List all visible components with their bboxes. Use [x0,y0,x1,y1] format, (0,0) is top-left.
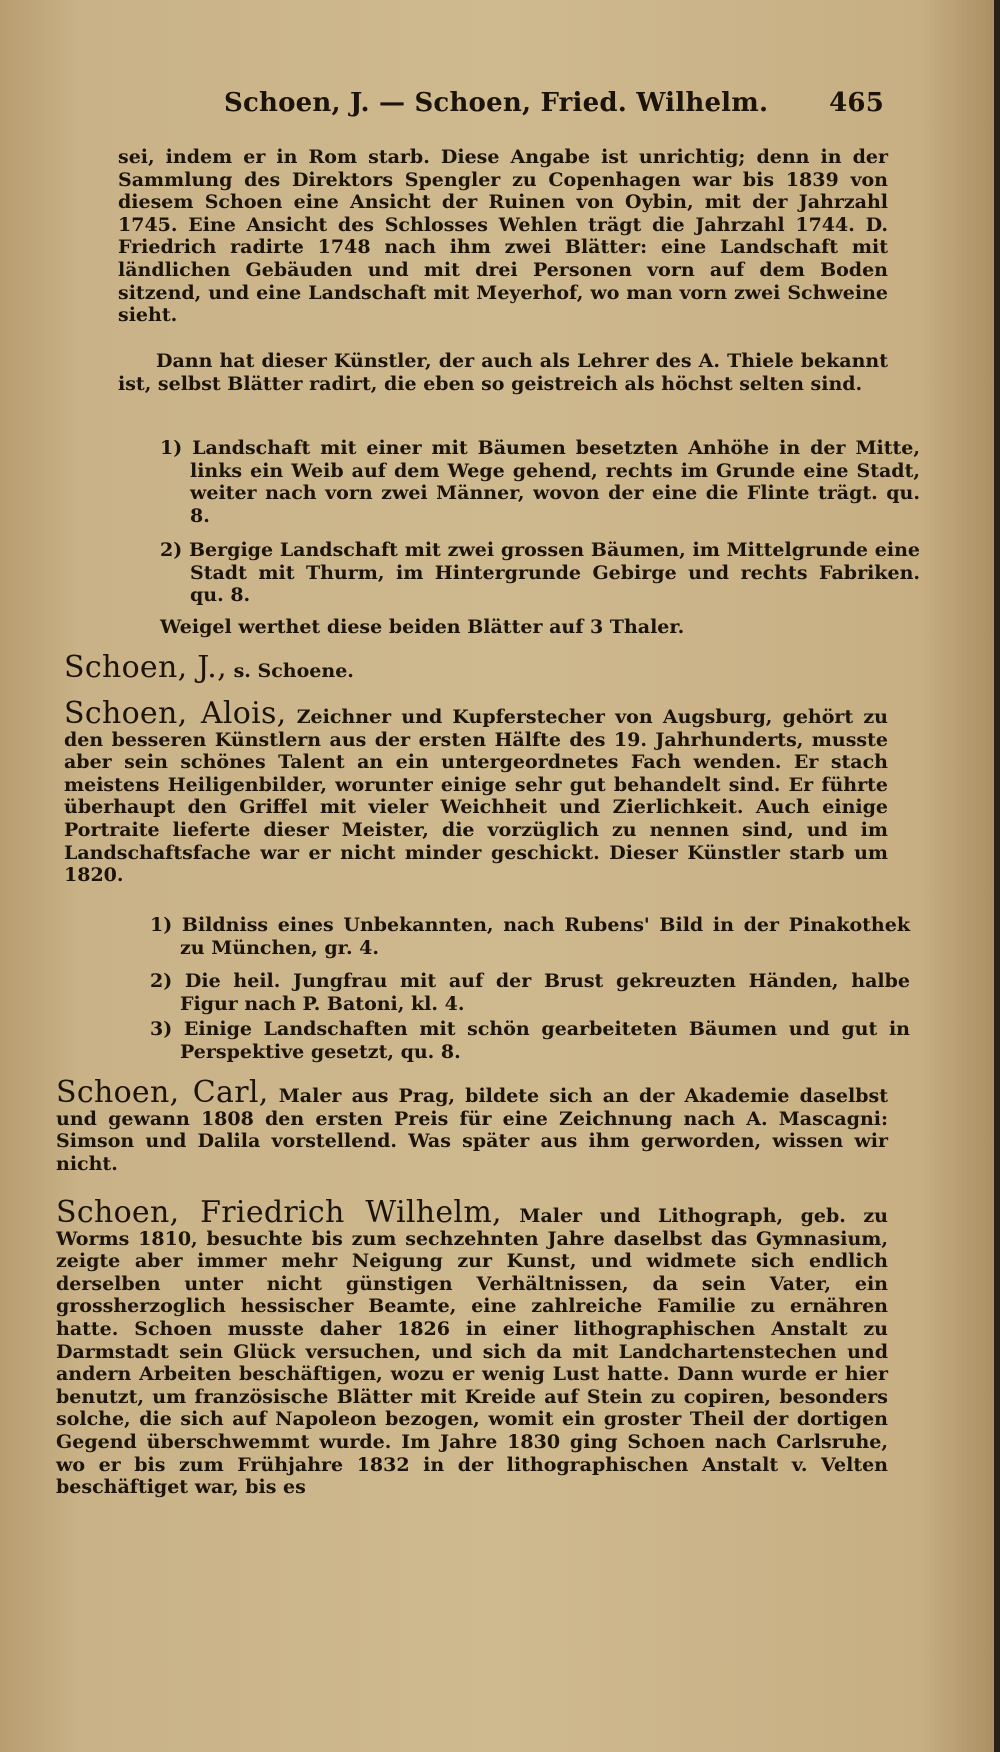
entry-text: Zeichner und Kupferstecher von Augsburg, gehört zu den besseren Künstlern aus der ersten Hälfte des 19. Jahrhunderts, musste aber sein schönes Talent an ein untergeordnetes Fach wenden. Er stach meistens Heiligenbilder, worunter einige sehr gut behandelt sind. Er führte überhaupt den Griffel mit vieler Weichheit und Zierlichkeit. Auch einige Portraite lieferte dieser Meister, die vorzüglich zu nennen sind, und im Landschaftsfache war er nicht minder geschickt. Dieser Künstler starb um 1820. [64,706,888,887]
work-item-2: 2) Bergige Landschaft mit zwei grossen Bäumen, im Mittelgrunde eine Stadt mit Thurm, im Hintergrunde Gebirge und rechts Fabriken. qu. 8. [160,539,920,607]
entry-text: s. Schoene. [233,660,354,682]
entry-name: Schoen, Alois, [64,696,287,731]
entry-schoen-alois [64,696,888,887]
header-title: Schoen, J. — Schoen, Fried. Wilhelm. [224,88,769,118]
entry-text: Maler aus Prag, bildete sich an der Akademie daselbst und gewann 1808 den ersten Preis für eine Zeichnung nach A. Mascagni: Simson und Dalila vorstellend. Was später aus ihm gerworden, wissen wir nicht. [56,1085,888,1175]
intro-paragraph: sei, indem er in Rom starb. Diese Angabe ist unrichtig; denn in der Sammlung des Direktors Spengler zu Copenhagen war bis 1839 von diesem Schoen eine Ansicht der Ruinen von Oybin, mit der Jahrzahl 1745. Eine Ansicht des Schlosses Wehlen trägt die Jahrzahl 1744. D. Friedrich radirte 1748 nach ihm zwei Blätter: eine Landschaft mit ländlichen Gebäuden und mit drei Personen vorn auf dem Boden sitzend, und eine Landschaft mit Meyerhof, wo man vorn zwei Schweine sieht. [118,146,888,327]
entry-schoen-friedrich-wilhelm [56,1195,888,1499]
entry-name: Schoen, J., [64,650,227,685]
weigel-note: Weigel werthet diese beiden Blätter auf 3 Thaler. [160,616,685,638]
alois-work-1: 1) Bildniss eines Unbekannten, nach Rubens' Bild in der Pinakothek zu München, gr. 4. [150,914,910,959]
entry-schoen-carl [56,1075,888,1175]
running-header [224,88,884,118]
page-edge [994,0,1000,1752]
alois-work-2: 2) Die heil. Jungfrau mit auf der Brust gekreuzten Händen, halbe Figur nach P. Batoni, kl. 4. [150,970,910,1015]
second-paragraph: Dann hat dieser Künstler, der auch als Lehrer des A. Thiele bekannt ist, selbst Blätter radirt, die eben so geistreich als höchst selten sind. [118,350,888,395]
entry-name: Schoen, Friedrich Wilhelm, [56,1195,502,1230]
work-item-1: 1) Landschaft mit einer mit Bäumen besetzten Anhöhe in der Mitte, links ein Weib auf dem Wege gehend, rechts im Grunde eine Stadt, weiter nach vorn zwei Männer, wovon der eine die Flinte trägt. qu. 8. [160,437,920,527]
alois-work-3: 3) Einige Landschaften mit schön gearbeiteten Bäumen und gut in Perspektive gesetzt, qu. 8. [150,1018,910,1063]
entry-text: Maler und Lithograph, geb. zu Worms 1810, besuchte bis zum sechzehnten Jahre daselbst das Gymnasium, zeigte aber immer mehr Neigung zur Kunst, und widmete sich endlich derselben unter nicht günstigen Verhältnissen, da sein Vater, ein grossherzoglich hessischer Beamte, eine zahlreiche Familie zu ernähren hatte. Schoen musste daher 1826 in einer lithographischen Anstalt zu Darmstadt sein Glück versuchen, und sich da mit Landchartenstechen und andern Arbeiten beschäftigen, wozu er wenig Lust hatte. Dann wurde er hier benutzt, um französische Blätter mit Kreide auf Stein zu copiren, besonders solche, die sich auf Napoleon bezogen, womit ein groster Theil der dortigen Gegend überschwemmt wurde. Im Jahre 1830 ging Schoen nach Carlsruhe, wo er bis zum Frühjahre 1832 in der lithographischen Anstalt v. Velten beschäftiget war, bis es [56,1205,888,1499]
entry-schoen-j [64,650,888,685]
page-number: 465 [829,88,884,118]
entry-name: Schoen, Carl, [56,1075,269,1110]
